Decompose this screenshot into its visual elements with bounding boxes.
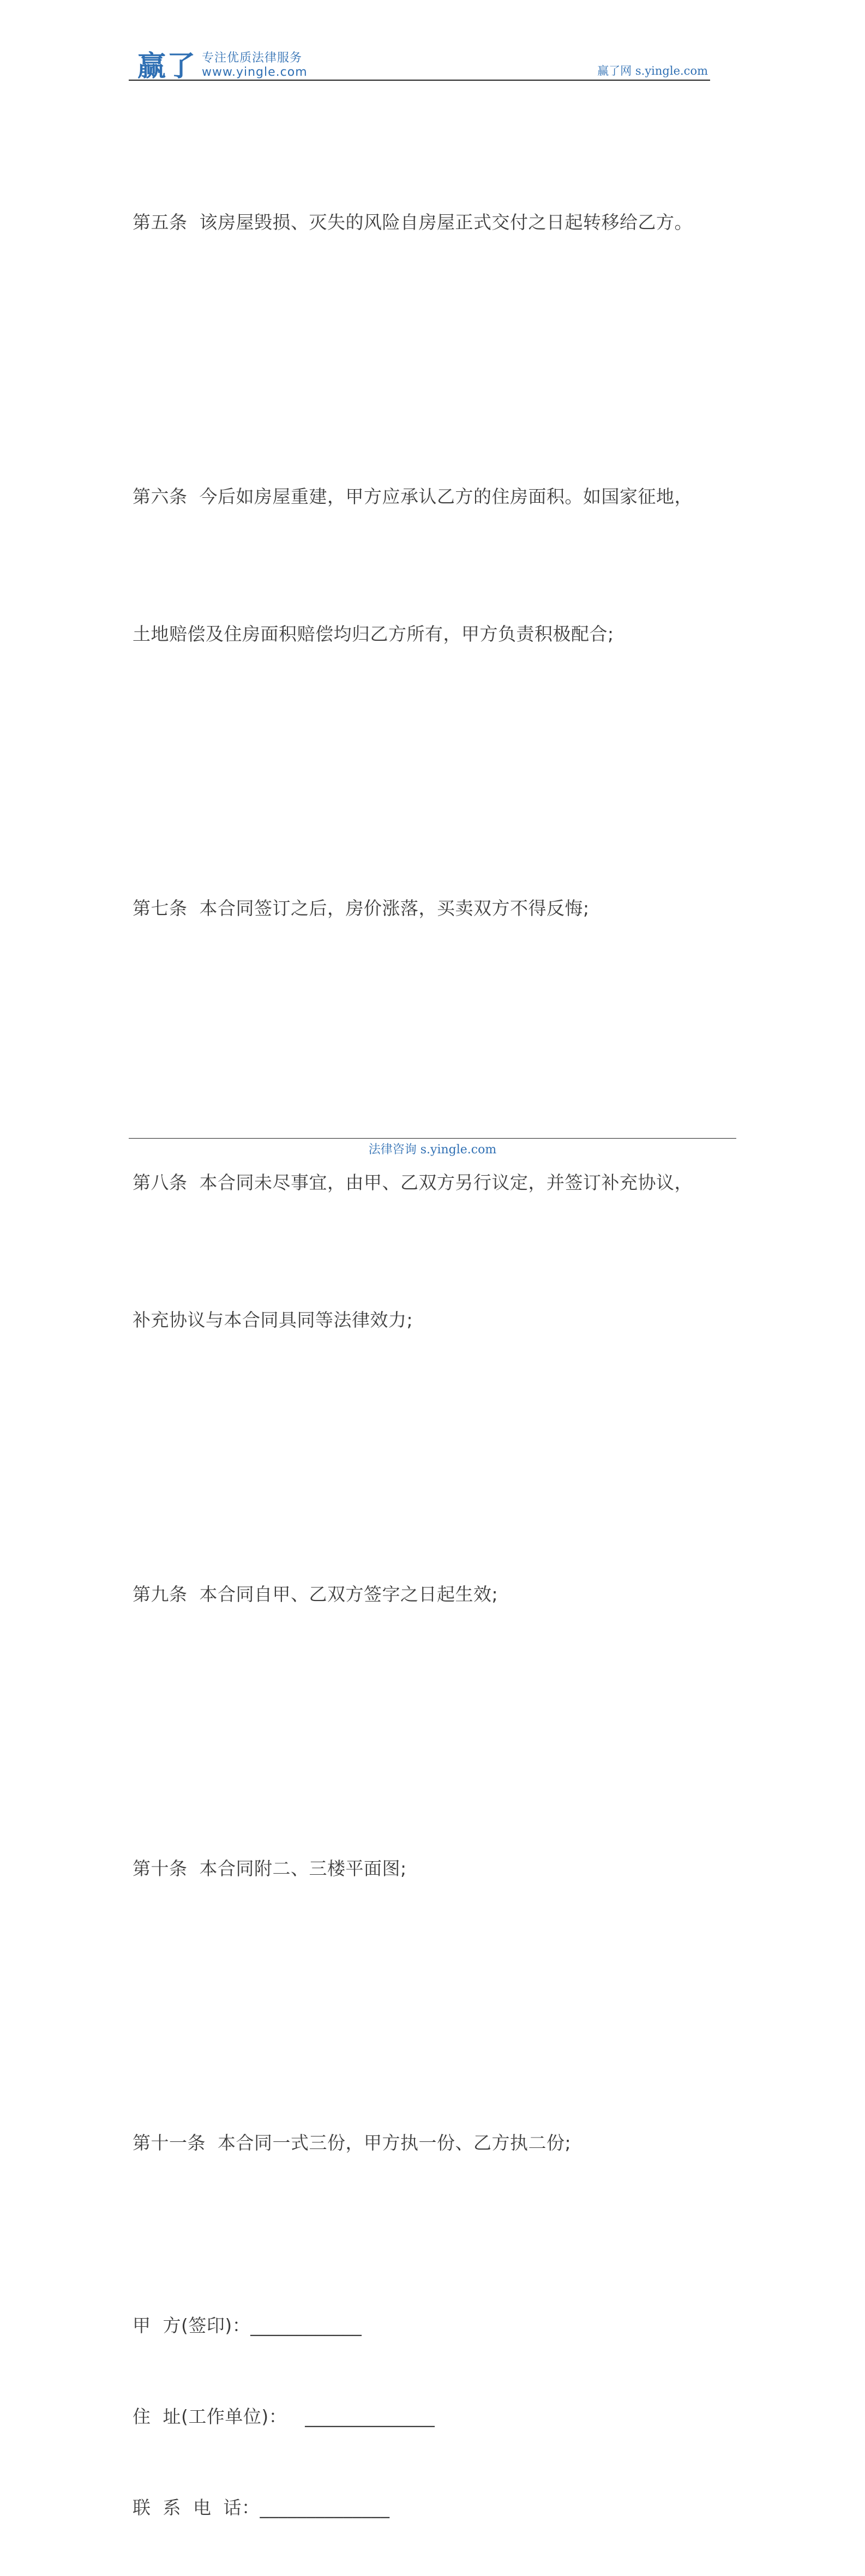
clause-10 [133, 1754, 738, 1983]
footer-link[interactable]: 法律咨询 s.yingle.com [368, 1143, 497, 1157]
clause-11 [133, 2029, 738, 2258]
document-body [133, 108, 738, 2576]
clause-7 [133, 794, 738, 1023]
clause-line: 第十条 本合同附二、三楼平面图; [133, 1858, 407, 1879]
phone-line: 联 系 电 话：______________ [133, 2497, 390, 2518]
clause-6 [133, 382, 738, 749]
clause-line: 第九条 本合同自甲、乙双方签字之日起生效; [133, 1584, 498, 1605]
clause-line: 补充协议与本合同具同等法律效力; [133, 1309, 413, 1331]
yingle-logo[interactable] [137, 47, 308, 82]
header-divider [129, 80, 710, 81]
clause-line: 第十一条 本合同一式三份，甲方执一份、乙方执二份; [133, 2132, 572, 2153]
clause-line: 第八条 本合同未尽事宜，由甲、乙双方另行议定，并签订补充协议， [133, 1172, 693, 1193]
clause-5 [133, 108, 738, 337]
page-header [129, 43, 710, 81]
clause-line: 第七条 本合同签订之后，房价涨落，买卖双方不得反悔; [133, 898, 590, 919]
logo-mark: 赢了 [137, 50, 197, 83]
clause-8 [133, 1068, 738, 1435]
header-site-link[interactable]: 赢了网 s.yingle.com [597, 64, 708, 77]
party-a-signature-line: 甲 方(签印)：____________ [133, 2315, 362, 2336]
clause-line: 第六条 今后如房屋重建，甲方应承认乙方的住房面积。如国家征地， [133, 486, 693, 507]
logo-url[interactable]: www.yingle.com [202, 65, 308, 79]
clause-9 [133, 1480, 738, 1709]
footer-divider [129, 1138, 736, 1139]
logo-text-group [202, 51, 308, 82]
logo-slogan: 专注优质法律服务 [202, 51, 303, 65]
address-line: 住 址(工作单位)： ______________ [133, 2406, 435, 2427]
clause-line: 土地赔偿及住房面积赔偿均归乙方所有，甲方负责积极配合; [133, 623, 614, 645]
clause-line: 第五条 该房屋毁损、灭失的风险自房屋正式交付之日起转移给乙方。 [133, 212, 693, 233]
